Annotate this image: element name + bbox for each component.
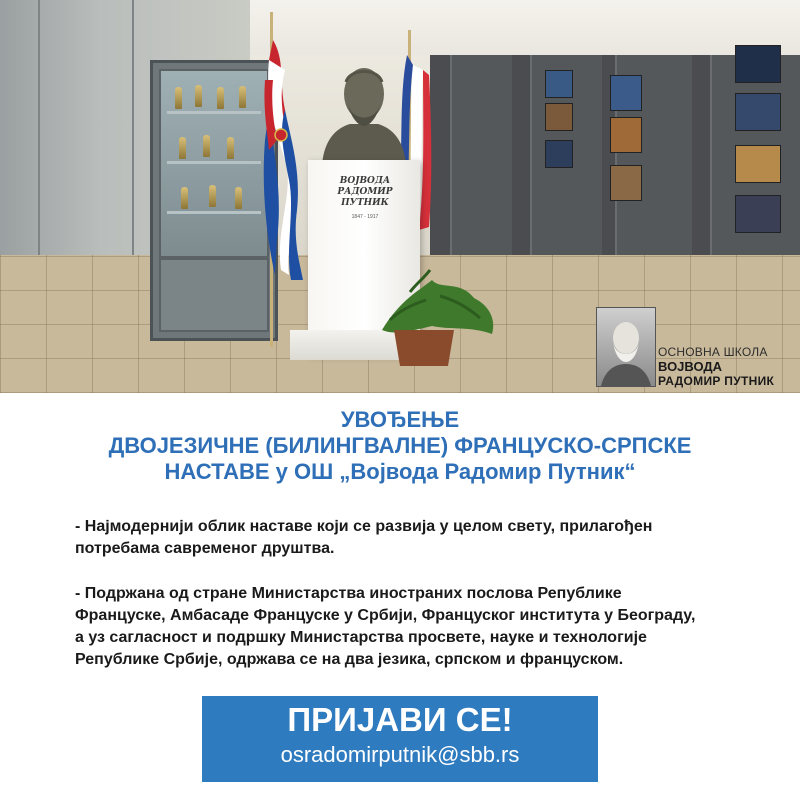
plaque-line: ВОЈВОДА bbox=[339, 176, 391, 186]
exhibit-photo bbox=[545, 70, 573, 98]
plaque-years: 1847 - 1917 bbox=[351, 214, 379, 220]
contact-email-link[interactable]: osradomirputnik@sbb.rs bbox=[280, 742, 520, 767]
bust-statue-icon bbox=[318, 60, 410, 165]
exhibit-photo bbox=[610, 75, 642, 111]
logo-name-line: ВОЈВОДА bbox=[658, 359, 723, 374]
paragraph-line: а уз сагласност и подршку Министарства просвете, науке и технологије bbox=[75, 629, 647, 646]
paragraph-line: - Подржана од стране Министарства иностраних послова Републике bbox=[75, 585, 622, 602]
exhibit-photo bbox=[735, 145, 781, 183]
paragraph-line: Француске, Амбасаде Француске у Србији, Француског института у Београду, bbox=[75, 607, 696, 624]
paragraph-line: Републике Србије, одржава се на два језика, српском и француском. bbox=[75, 651, 624, 668]
trophy-icon bbox=[181, 187, 188, 209]
hero-photo bbox=[0, 0, 800, 393]
cabinet-shelf bbox=[167, 161, 261, 164]
cabinet-glass bbox=[159, 69, 269, 258]
headline-line: УВОЂЕЊЕ bbox=[340, 407, 460, 432]
trophy-icon bbox=[175, 87, 182, 109]
trophy-icon bbox=[203, 135, 210, 157]
exhibit-photo bbox=[610, 165, 642, 201]
exhibition-panels bbox=[430, 55, 800, 275]
school-logo bbox=[596, 307, 786, 387]
exhibit-photo bbox=[735, 93, 781, 131]
trophy-icon bbox=[217, 87, 224, 109]
cabinet-shelf bbox=[167, 211, 261, 214]
cabinet-doors bbox=[159, 258, 269, 332]
trophy-icon bbox=[235, 187, 242, 209]
paragraph-support bbox=[75, 583, 735, 671]
logo-name-line: РАДОМИР ПУТНИК bbox=[658, 374, 775, 388]
headline-line: НАСТАВЕ у ОШ „Војвода Радомир Путник“ bbox=[164, 459, 636, 484]
display-panel bbox=[450, 55, 512, 275]
trophy-icon bbox=[179, 137, 186, 159]
trophy-icon bbox=[239, 86, 246, 108]
headline bbox=[0, 407, 800, 485]
exhibit-photo bbox=[545, 140, 573, 168]
exhibit-photo bbox=[610, 117, 642, 153]
paragraph-line: потребама савременог друштва. bbox=[75, 540, 335, 557]
apply-label: ПРИЈАВИ СЕ! bbox=[287, 701, 513, 738]
trophy-icon bbox=[209, 185, 216, 207]
headline-line: ДВОЈЕЗИЧНЕ (БИЛИНГВАЛНЕ) ФРАНЦУСКО-СРПСКЕ bbox=[108, 433, 692, 458]
pedestal-plaque bbox=[320, 176, 410, 209]
portrait-icon bbox=[596, 307, 656, 387]
apply-button[interactable] bbox=[202, 696, 598, 782]
paragraph-line: - Најмодернији облик наставе који се развија у целом свету, прилагођен bbox=[75, 518, 653, 535]
trophy-icon bbox=[195, 85, 202, 107]
plaque-line: ПУТНИК bbox=[341, 198, 389, 208]
exhibit-photo bbox=[545, 103, 573, 131]
plaque-line: РАДОМИР bbox=[337, 187, 393, 197]
serbian-flag-icon bbox=[255, 40, 305, 285]
paragraph-modern-teaching bbox=[75, 516, 735, 560]
potted-plant-icon bbox=[370, 260, 500, 370]
trophy-icon bbox=[227, 137, 234, 159]
logo-school-type: ОСНОВНА ШКОЛА bbox=[658, 345, 768, 359]
cabinet-shelf bbox=[167, 111, 261, 114]
exhibit-photo bbox=[735, 195, 781, 233]
exhibit-photo bbox=[735, 45, 781, 83]
